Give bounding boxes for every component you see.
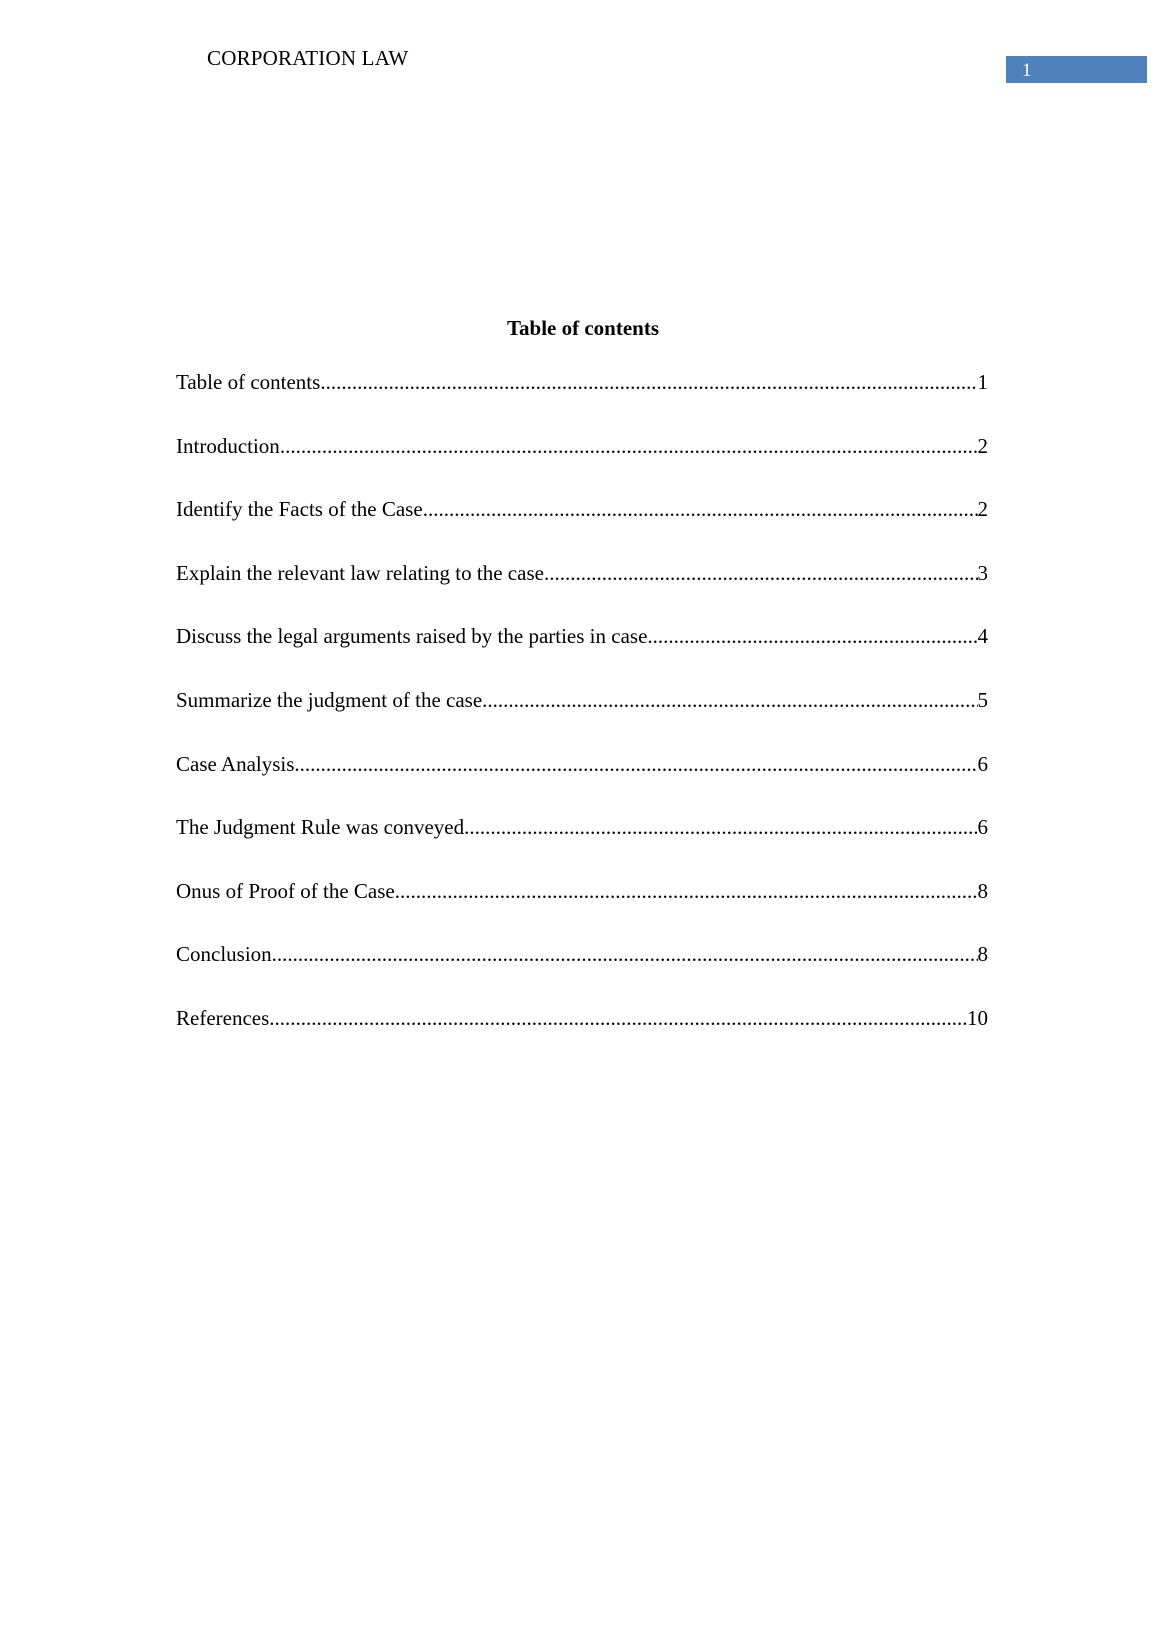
toc-entry-label: The Judgment Rule was conveyed xyxy=(176,815,465,840)
toc-entry-references[interactable] xyxy=(176,1003,988,1067)
toc-entry-label: Discuss the legal arguments raised by the parties in case xyxy=(176,624,648,649)
toc-entry-page: 1 xyxy=(977,370,988,394)
toc-dot-leader xyxy=(423,494,978,524)
toc-entry-label: Table of contents xyxy=(176,370,321,394)
toc-entry-page: 2 xyxy=(977,433,988,458)
toc-entry-label: Identify the Facts of the Case xyxy=(176,497,423,522)
toc-entry-case-analysis[interactable] xyxy=(176,749,988,813)
toc-entry-legal-arguments[interactable] xyxy=(176,621,988,685)
toc-entry-conclusion[interactable] xyxy=(176,939,988,1003)
toc-entry-introduction[interactable] xyxy=(176,431,988,495)
toc-dot-leader xyxy=(395,876,978,906)
toc-entry-onus-of-proof[interactable] xyxy=(176,876,988,940)
toc-entry-label: Conclusion xyxy=(176,942,272,967)
toc-entry-label: Introduction xyxy=(176,433,280,458)
toc-entry-page: 3 xyxy=(977,560,988,585)
toc-list xyxy=(176,367,988,1067)
toc-entry-relevant-law[interactable] xyxy=(176,558,988,622)
toc-entry-judgment-rule[interactable] xyxy=(176,812,988,876)
toc-entry-page: 6 xyxy=(977,815,988,840)
toc-entry-label: Summarize the judgment of the case xyxy=(176,687,483,712)
toc-entry-table-of-contents[interactable] xyxy=(176,367,988,431)
toc-entry-facts-of-case[interactable] xyxy=(176,494,988,558)
toc-dot-leader xyxy=(269,1003,967,1033)
toc-entry-page: 6 xyxy=(977,751,988,776)
toc-dot-leader xyxy=(544,558,978,588)
toc-entry-label: Onus of Proof of the Case xyxy=(176,878,395,903)
toc-heading: Table of contents xyxy=(506,316,660,340)
running-header-title: CORPORATION LAW xyxy=(207,46,409,70)
page-number: 1 xyxy=(1022,60,1032,81)
toc-entry-page: 2 xyxy=(977,497,988,522)
toc-dot-leader xyxy=(647,621,977,651)
toc-dot-leader xyxy=(464,812,977,842)
toc-entry-page: 5 xyxy=(977,687,988,712)
toc-dot-leader xyxy=(272,939,978,969)
page-number-badge xyxy=(1006,56,1147,83)
toc-entry-label: References xyxy=(176,1005,270,1030)
toc-dot-leader xyxy=(320,367,977,397)
toc-dot-leader xyxy=(294,749,977,779)
toc-entry-label: Case Analysis xyxy=(176,751,295,776)
toc-entry-page: 10 xyxy=(967,1005,988,1030)
toc-dot-leader xyxy=(280,431,978,461)
toc-dot-leader xyxy=(482,685,977,715)
toc-entry-page: 8 xyxy=(977,942,988,967)
toc-entry-judgment-summary[interactable] xyxy=(176,685,988,749)
toc-entry-label: Explain the relevant law relating to the case xyxy=(176,560,544,585)
toc-entry-page: 4 xyxy=(977,624,988,649)
toc-entry-page: 8 xyxy=(977,878,988,903)
